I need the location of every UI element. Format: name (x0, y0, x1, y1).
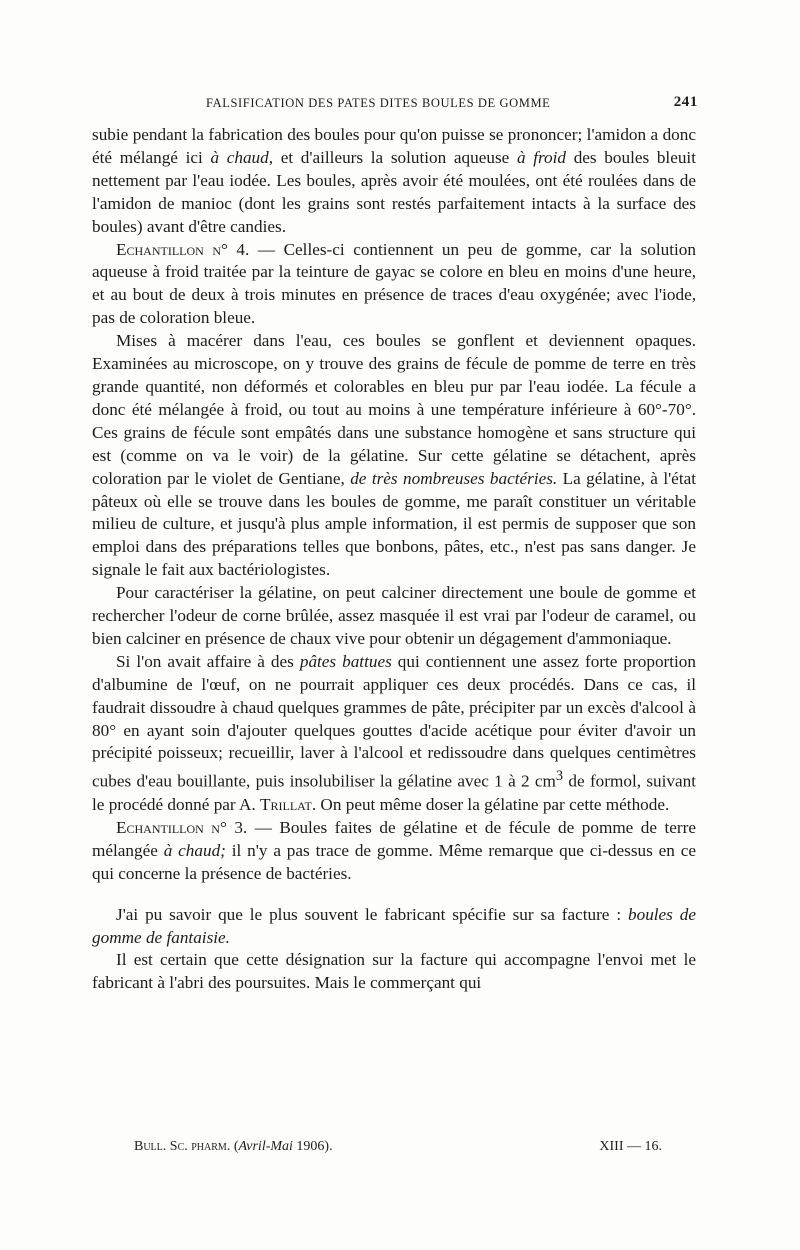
p7-emphasis-fantaisie: boules de gomme de fantaisie. (92, 904, 696, 947)
paragraph-1 (92, 124, 696, 239)
p7-text-a: J'ai pu savoir que le plus souvent le fabricant spécifie sur sa facture : (116, 904, 628, 924)
sample-3-label: Echantillon n° 3. (116, 817, 248, 837)
running-header (88, 92, 698, 114)
p3-text-c: La gélatine, à l'état pâteux où elle se trouve dans les boules de gomme, me paraît constituer un véritable milieu de culture, et jusqu'à plus ample information, il est permis de supposer que son emploi dans des préparations telles que bonbons, pâtes, etc., n'est pas sans danger. Je signale le fait aux bactériologistes. (92, 468, 696, 580)
paragraph-2 (92, 239, 696, 331)
paragraph-3 (92, 330, 696, 582)
p5-text-e: . On peut même doser la gélatine par cette méthode. (311, 795, 670, 815)
p5-text-a: Si l'on avait affaire à des (116, 651, 300, 671)
paragraph-6 (92, 817, 696, 886)
paragraph-7 (92, 904, 696, 950)
p2-text: — Celles-ci contiennent un peu de gomme, car la solution aqueuse à froid traitée par la teinture de gayac se colore en bleu en moins d'une heure, et au bout de deux à trois minutes en présence de traces d'eau oxygénée; avec l'iode, pas de coloration bleue. (92, 239, 696, 328)
p1-text-e: des boules bleuit nettement par l'eau iodée. Les boules, après avoir été moulées, ont été roulées dans de l'amidon de manioc (dont les grains sont restés parfaitement intacts à la surface des boules) avant d'être candies. (92, 147, 696, 236)
author-trillat: Trillat (260, 795, 312, 815)
volume-signature: XIII — 16. (599, 1139, 662, 1154)
paragraph-5 (92, 651, 696, 817)
running-title: FALSIFICATION DES PATES DITES BOULES DE GOMME (206, 96, 551, 110)
p1-text-c: , et d'ailleurs la solution aqueuse (268, 147, 517, 167)
p5-emphasis-pates-battues: pâtes battues (299, 651, 392, 671)
paragraph-4: Pour caractériser la gélatine, on peut calciner directement une boule de gomme et rechercher l'odeur de corne brûlée, assez masquée il est vrai par l'odeur de caramel, ou bien calciner en présence de chaux vive pour obtenir un dégagement d'ammoniaque. (92, 583, 696, 648)
p6-text-c: il n'y a pas trace de gomme. Même remarque que ci-dessus en ce qui concerne la présence de bactéries. (92, 840, 697, 883)
journal-citation (134, 1139, 333, 1155)
p5-superscript: 3 (555, 768, 564, 785)
sample-4-label: Echantillon n° 4. (116, 239, 250, 259)
p3-emphasis-bacteries: de très nombreuses bactéries. (350, 468, 558, 488)
p1-emphasis-chaud: à chaud (210, 147, 269, 167)
issue-date: Avril-Mai (238, 1139, 293, 1154)
date-open: ( (230, 1139, 239, 1154)
p6-emphasis-chaud: à chaud; (163, 840, 226, 860)
p5-text-d: de formol, suivant le procédé donné par A. (92, 772, 696, 815)
paragraph-8: Il est certain que cette désignation sur la facture qui accompagne l'envoi met le fabricant à l'abri des poursuites. Mais le commerçant qui (92, 950, 696, 993)
p6-text-a: — Boules faites de gélatine et de fécule de pomme de terre mélangée (92, 817, 696, 860)
p3-text-a: Mises à macérer dans l'eau, ces boules se gonflent et deviennent opaques. Examinées au microscope, on y trouve des grains de fécule de pomme de terre en très grande quantité, non déformés et colorables en bleu pur par l'eau iodée. La fécule a donc été mélangée à froid, ou tout au moins à une température inférieure à 60°-70°. Ces grains de fécule sont empâtés dans une substance homogène et sans structure qui est (comme on va le voir) de la gélatine. Sur cette gélatine se détachent, après coloration par le violet de Gentiane, (92, 331, 696, 488)
p5-text-c: qui contiennent une assez forte proportion d'albumine de l'œuf, on ne pourrait appliquer ces deux procédés. Dans ce cas, il faudrait dissoudre à chaud quelques grammes de pâte, précipiter par un excès d'alcool à 80° en ayant soin d'ajouter quelques gouttes d'acide acétique pour éviter d'avoir un précipité poisseux; recueillir, laver à l'alcool et redissoudre dans quelques centimètres cubes d'eau bouillante, puis insolubiliser la gélatine avec 1 à 2 cm (92, 651, 696, 792)
journal-name: Bull. Sc. pharm. (134, 1139, 231, 1154)
article-body (92, 124, 696, 995)
p1-text-a: subie pendant la fabrication des boules pour qu'on puisse se prononcer; l'amidon a donc été mélangé ici (92, 125, 696, 167)
issue-year: 1906). (292, 1139, 333, 1154)
page-number: 241 (673, 94, 698, 110)
p1-emphasis-froid: à froid (516, 147, 567, 167)
